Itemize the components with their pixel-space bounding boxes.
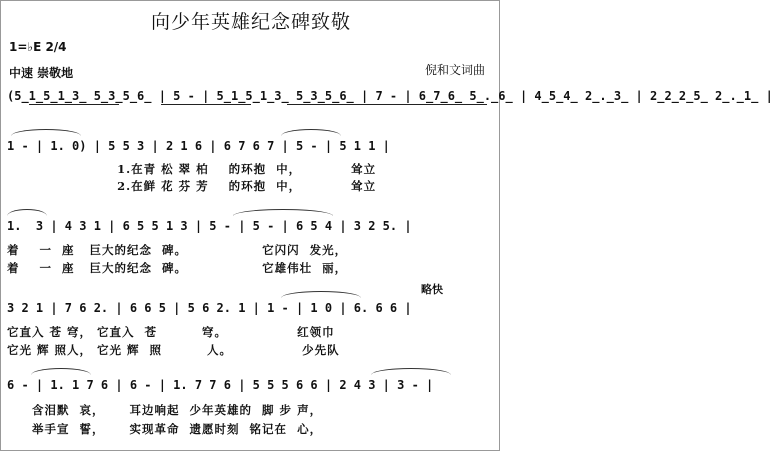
- score-line-3-lyrics-verse-2: 着 一 座 巨大的纪念 碑。 它雄伟壮 丽，: [7, 261, 348, 275]
- tie-slur: [31, 368, 91, 375]
- composer-credit: 倪和文词曲: [424, 63, 485, 77]
- tie-slur: [281, 291, 361, 298]
- score-line-2-lyrics-verse-1: 1.在青 松 翠 柏 的环抱 中， 耸立: [7, 162, 377, 176]
- tie-slur: [233, 209, 333, 216]
- score-line-2-lyrics-verse-2: 2.在鲜 花 芬 芳 的环抱 中， 耸立: [7, 179, 377, 193]
- tempo-change-marking: 略快: [421, 283, 443, 296]
- score-line-4-lyrics-verse-1: 它直入 苍 穹， 它直入 苍 穹。 红领巾: [7, 325, 335, 339]
- score-line-5-notes: 6 - | 1. 1 7 6 | 6 - | 1. 7 7 6 | 5 5 5 6 6 | 2 4 3 | 3 - |: [7, 378, 434, 392]
- underline-beam: [161, 104, 251, 105]
- score-line-4-lyrics-verse-2: 它光 辉 照人， 它光 辉 照 人。 少先队: [7, 343, 340, 357]
- score-line-3-notes: 1. 3 | 4 3 1 | 6 5 5 1 3 | 5 - | 5 - | 6 5 4 | 3 2 5. |: [7, 219, 412, 233]
- tempo-marking: 中速 崇敬地: [9, 66, 74, 80]
- score-line-3-lyrics-verse-1: 着 一 座 巨大的纪念 碑。 它闪闪 发光，: [7, 243, 348, 257]
- key-signature: 1=♭E 2/4: [9, 40, 67, 54]
- song-title: 向少年英雄纪念碑致敬: [150, 11, 351, 33]
- score-line-4-notes: 3 2 1 | 7 6 2. | 6 6 5 | 5 6 2. 1 | 1 - | 1 0 | 6. 6 6 |: [7, 301, 412, 315]
- tie-slur: [371, 368, 451, 375]
- tie-slur: [11, 129, 81, 136]
- score-line-2-notes: 1 - | 1. 0) | 5 5 3 | 2 1 6 | 6 7 6 7 | 5 - | 5 1 1 |: [7, 139, 390, 153]
- tie-slur: [281, 129, 341, 136]
- score-line-5-lyrics-verse-2: 举手宣 誓， 实现革命 遗愿时刻 铭记在 心，: [7, 422, 323, 436]
- underline-beam: [29, 104, 119, 105]
- underline-beam: [287, 104, 487, 105]
- score-line-1-notes: (5̲1̲5̲1̲3̲ 5̲3̲5̲6̲ | 5 - | 5̲1̲5̲1̲3̲ 5̲3̲5̲6̲ | 7 - | 6̲7̲6̲ 5̲.̲6̲ | 4̲5̲4̲ 2̲.̲3̲ | 2̲2̲2̲5̲ 2̲.̲1̲ |: [7, 89, 773, 103]
- tie-slur: [7, 209, 47, 216]
- score-line-5-lyrics-verse-1: 含泪默 哀， 耳边响起 少年英雄的 脚 步 声，: [7, 403, 323, 417]
